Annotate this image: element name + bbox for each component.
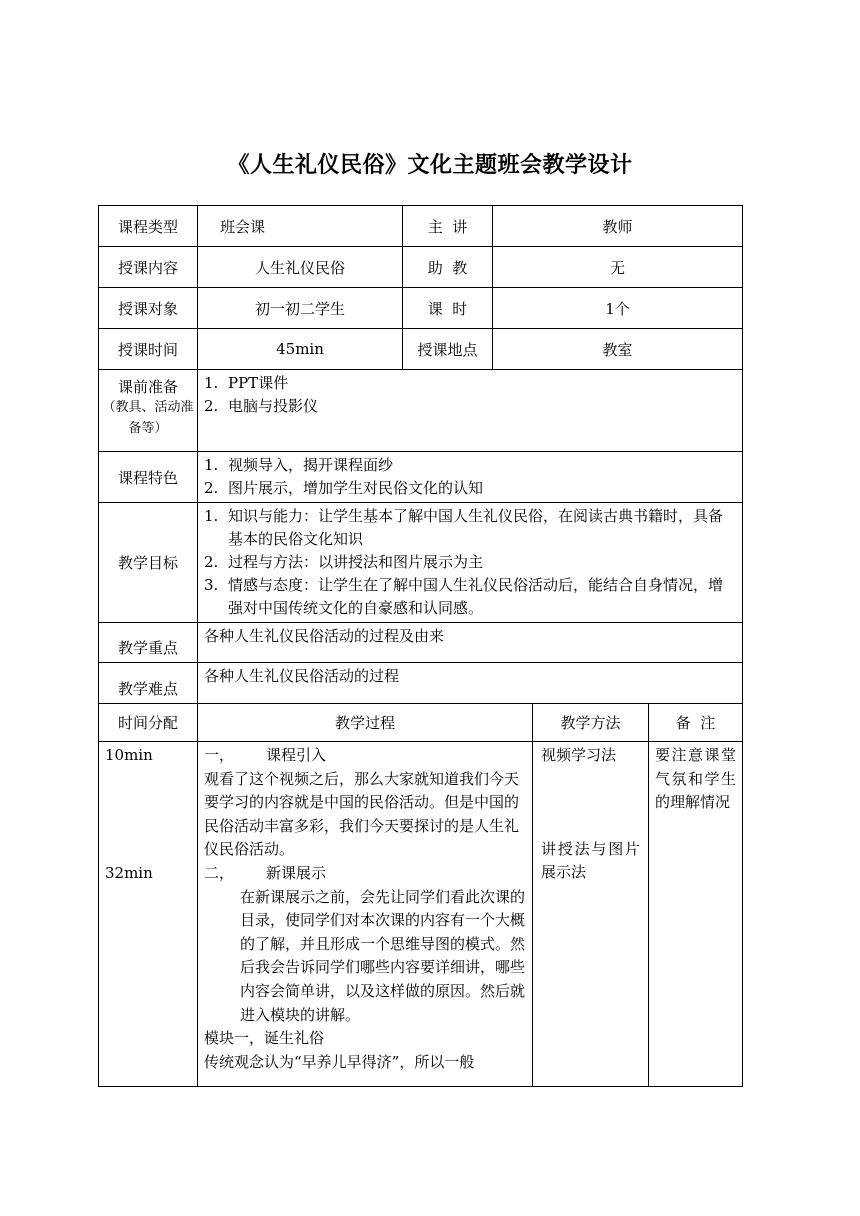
header-method: 教学方法 xyxy=(533,704,649,742)
step1-title: 课程引入 xyxy=(266,746,327,764)
step2-text: 在新课展示之前，会先让同学们看此次课的目录，使同学们对本次课的内容有一个大概的了解，并且形成一个思维导图的模式。然后我会告诉同学们哪些内容要详细讲，哪些内容会简单讲，以及这样做的原因。然后就进入模块的讲解。 xyxy=(240,887,526,1024)
step2-heading xyxy=(204,862,526,886)
features-label: 课程特色 xyxy=(99,452,198,503)
prep-label: 课前准备 xyxy=(117,378,178,396)
row-goals xyxy=(99,503,743,623)
time-cell xyxy=(99,742,198,1087)
features-list xyxy=(198,452,742,502)
goals-list xyxy=(198,503,742,622)
time-2: 32min xyxy=(105,863,153,882)
document-title: 《人生礼仪民俗》文化主题班会教学设计 xyxy=(227,153,633,178)
row-focus xyxy=(99,623,743,663)
row-features xyxy=(99,452,743,503)
step1-heading xyxy=(204,744,526,768)
header-time: 时间分配 xyxy=(99,704,198,742)
item-number: 2. xyxy=(204,479,219,497)
difficulty-text: 各种人生礼仪民俗活动的过程 xyxy=(198,663,743,704)
lesson-plan-table xyxy=(98,205,743,1087)
goals-items-cell xyxy=(198,503,743,623)
step2-title: 新课展示 xyxy=(266,863,327,882)
item-text: 视频导入，揭开课程面纱 xyxy=(228,456,394,474)
list-item xyxy=(204,454,736,477)
item-text: 知识与能力：让学生基本了解中国人生礼仪民俗，在阅读古典书籍时，具备基本的民俗文化知识 xyxy=(228,507,724,548)
focus-text: 各种人生礼仪民俗活动的过程及由来 xyxy=(198,623,743,663)
list-item xyxy=(204,477,736,500)
row-difficulty xyxy=(99,663,743,704)
prep-label-cell xyxy=(99,370,198,452)
item-text: 情感与态度：让学生在了解中国人生礼仪民俗活动后，能结合自身情况，增强对中国传统文化的自豪感和认同感。 xyxy=(228,576,724,617)
list-item xyxy=(204,574,736,620)
content-value: 人生礼仪民俗 xyxy=(198,247,403,288)
course-type-value: 班会课 xyxy=(198,206,403,247)
step2-number: 二， xyxy=(204,863,235,882)
list-item xyxy=(204,505,736,551)
hours-label: 课 时 xyxy=(403,288,493,329)
features-items-cell xyxy=(198,452,743,503)
notes-cell xyxy=(649,742,743,1087)
goals-label: 教学目标 xyxy=(99,503,198,623)
method-1: 视频学习法 xyxy=(541,746,617,764)
list-item xyxy=(204,372,736,395)
module1-title: 模块一，诞生礼俗 xyxy=(204,1029,325,1048)
lecturer-value: 教师 xyxy=(493,206,743,247)
list-item xyxy=(204,551,736,574)
prep-label-sub: （教具、活动准备等） xyxy=(102,400,194,436)
assistant-value: 无 xyxy=(493,247,743,288)
item-number: 3. xyxy=(204,576,219,594)
item-text: 过程与方法：以讲授法和图片展示为主 xyxy=(228,553,484,571)
row-time xyxy=(99,329,743,370)
item-text: 图片展示，增加学生对民俗文化的认知 xyxy=(228,479,484,497)
location-value: 教室 xyxy=(493,329,743,370)
item-text: 电脑与投影仪 xyxy=(228,397,319,415)
time-value: 45min xyxy=(198,329,403,370)
header-notes: 备 注 xyxy=(649,704,743,742)
prep-list xyxy=(198,370,742,420)
method-cell xyxy=(533,742,649,1087)
prep-items-cell xyxy=(198,370,743,452)
item-number: 1. xyxy=(204,456,219,474)
course-type-label: 课程类型 xyxy=(99,206,198,247)
row-audience xyxy=(99,288,743,329)
step1-text: 观看了这个视频之后，那么大家就知道我们今天要学习的内容就是中国的民俗活动。但是中国的民俗活动丰富多彩，我们今天要探讨的是人生礼仪民俗活动。 xyxy=(204,769,520,859)
row-content xyxy=(99,247,743,288)
item-text: PPT课件 xyxy=(228,374,289,392)
lecturer-label: 主 讲 xyxy=(403,206,493,247)
step1-number: 一， xyxy=(204,746,235,764)
assistant-label: 助 教 xyxy=(403,247,493,288)
time-1: 10min xyxy=(105,746,153,764)
list-item xyxy=(204,395,736,418)
row-process-body xyxy=(99,742,743,1087)
hours-value: 1个 xyxy=(493,288,743,329)
header-process: 教学过程 xyxy=(198,704,533,742)
time-label: 授课时间 xyxy=(99,329,198,370)
audience-label: 授课对象 xyxy=(99,288,198,329)
process-cell xyxy=(198,742,533,1087)
content-label: 授课内容 xyxy=(99,247,198,288)
module1-text: 传统观念认为“早养儿早得济”，所以一般 xyxy=(204,1052,475,1071)
row-course-type xyxy=(99,206,743,247)
item-number: 2. xyxy=(204,553,219,571)
difficulty-label: 教学难点 xyxy=(99,663,198,704)
item-number: 1. xyxy=(204,374,219,392)
audience-value: 初一初二学生 xyxy=(198,288,403,329)
row-prep xyxy=(99,370,743,452)
method-2: 讲授法与图片展示法 xyxy=(541,839,640,882)
row-process-header xyxy=(99,704,743,742)
focus-label: 教学重点 xyxy=(99,623,198,663)
item-number: 1. xyxy=(204,507,219,525)
item-number: 2. xyxy=(204,397,219,415)
notes-text: 要注意课堂气氛和学生的理解情况 xyxy=(655,746,737,812)
location-label: 授课地点 xyxy=(403,329,493,370)
